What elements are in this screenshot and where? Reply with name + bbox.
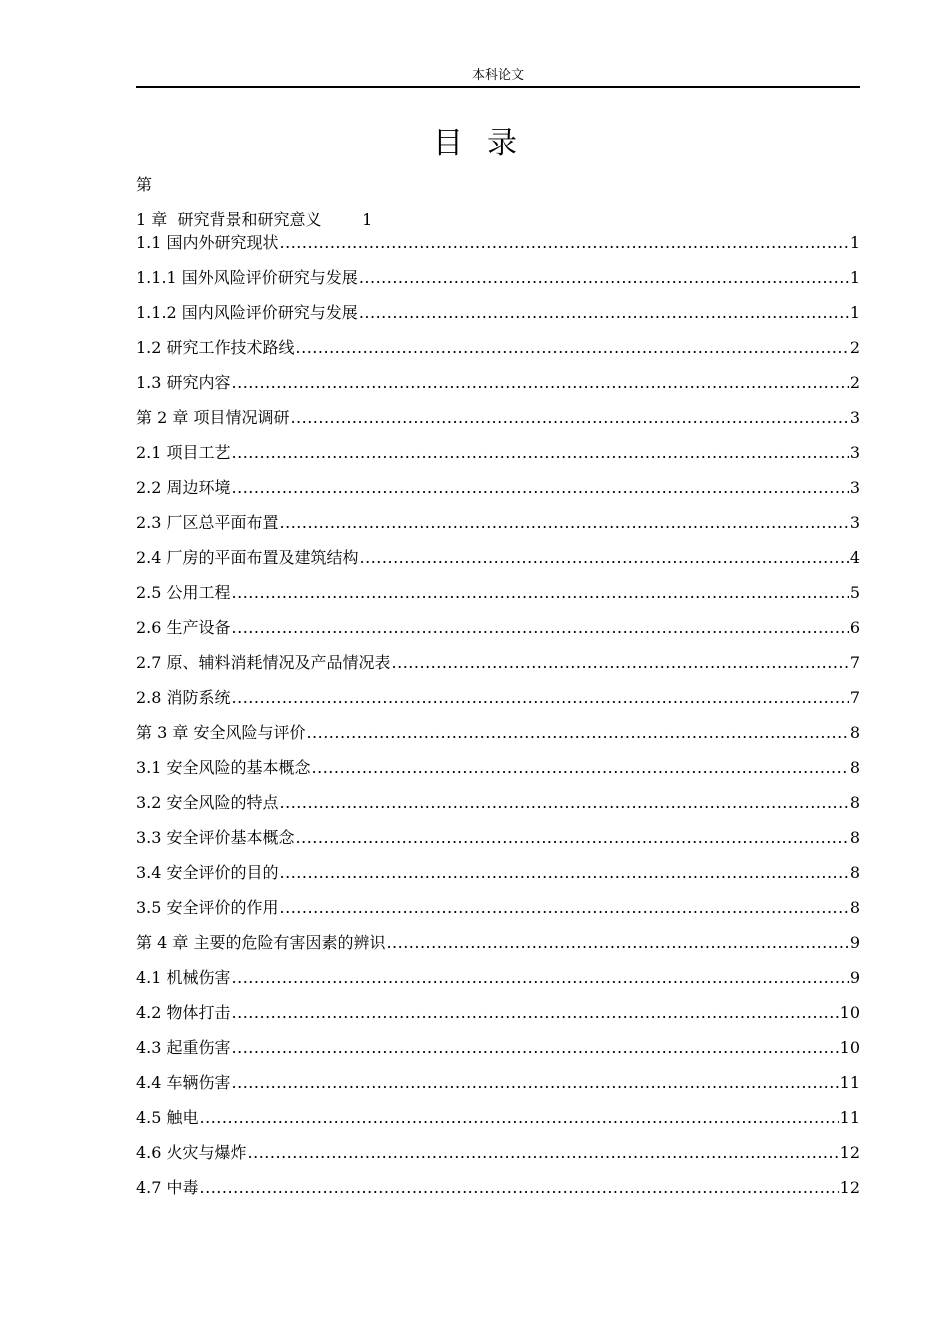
toc-entry[interactable] — [136, 861, 860, 896]
toc-entry-label: 3.2 安全风险的特点 — [136, 793, 279, 812]
toc-entry-label: 1.2 研究工作技术路线 — [136, 338, 295, 357]
toc-entry-page: 11 — [839, 1073, 860, 1092]
toc-entry-label: 第 3 章 安全风险与评价 — [136, 723, 306, 742]
toc-entry[interactable] — [136, 231, 860, 266]
toc-entry-label: 3.5 安全评价的作用 — [136, 898, 279, 917]
toc-leader-dots — [392, 651, 849, 675]
toc-entry-label: 4.1 机械伤害 — [136, 968, 231, 987]
toc-leader-dots — [232, 1071, 839, 1095]
toc-entry[interactable] — [136, 301, 860, 336]
toc-entry-page: 1 — [849, 268, 860, 287]
toc-entry-label: 第 2 章 项目情况调研 — [136, 408, 290, 427]
toc-entry-label: 2.2 周边环境 — [136, 478, 231, 497]
toc-entry-page: 8 — [849, 863, 860, 882]
toc-leader-dots — [386, 931, 848, 955]
toc-entry-page: 3 — [849, 443, 860, 462]
toc-entry[interactable] — [136, 1036, 860, 1071]
toc-entry[interactable] — [136, 1106, 860, 1141]
toc-entry-label: 4.3 起重伤害 — [136, 1038, 231, 1057]
toc-entry[interactable] — [136, 966, 860, 1001]
toc-leader-dots — [200, 1176, 839, 1200]
toc-entry[interactable] — [136, 406, 860, 441]
toc-leader-dots — [296, 826, 849, 850]
toc-leader-dots — [232, 1036, 839, 1060]
toc-entry[interactable] — [136, 896, 860, 931]
toc-title: 目录 — [433, 126, 541, 161]
toc-leader-dots — [232, 616, 849, 640]
toc-broken-label: 1 章 研究背景和研究意义 — [136, 210, 322, 229]
toc-entry[interactable] — [136, 791, 860, 826]
toc-leader-dots — [232, 371, 849, 395]
toc-entry-label: 4.5 触电 — [136, 1108, 199, 1127]
toc-broken-line[interactable] — [136, 208, 372, 232]
toc-leader-dots — [232, 581, 849, 605]
toc-entry-label: 1.1.1 国外风险评价研究与发展 — [136, 268, 358, 287]
toc-entry-page: 8 — [849, 898, 860, 917]
toc-entry[interactable] — [136, 721, 860, 756]
toc-entry[interactable] — [136, 371, 860, 406]
toc-entry-page: 12 — [839, 1143, 860, 1162]
toc-entry-label: 4.4 车辆伤害 — [136, 1073, 231, 1092]
toc-list — [136, 231, 860, 1211]
toc-entry[interactable] — [136, 476, 860, 511]
toc-entry-page: 2 — [849, 338, 860, 357]
toc-entry[interactable] — [136, 581, 860, 616]
toc-entry[interactable] — [136, 1001, 860, 1036]
toc-leader-dots — [232, 686, 849, 710]
toc-entry-page: 3 — [849, 478, 860, 497]
toc-entry[interactable] — [136, 266, 860, 301]
toc-entry-label: 2.8 消防系统 — [136, 688, 231, 707]
toc-entry-page: 3 — [849, 513, 860, 532]
toc-entry[interactable] — [136, 1176, 860, 1211]
toc-leader-dots — [232, 966, 849, 990]
toc-leader-dots — [359, 266, 849, 290]
toc-leader-dots — [280, 791, 849, 815]
toc-entry[interactable] — [136, 336, 860, 371]
toc-entry[interactable] — [136, 546, 860, 581]
toc-entry-page: 4 — [849, 548, 860, 567]
toc-leader-dots — [248, 1141, 839, 1165]
header-text: 本科论文 — [471, 68, 524, 83]
toc-entry-label: 3.4 安全评价的目的 — [136, 863, 279, 882]
toc-leader-dots — [232, 1001, 839, 1025]
toc-entry[interactable] — [136, 511, 860, 546]
toc-entry-page: 7 — [849, 653, 860, 672]
toc-entry[interactable] — [136, 441, 860, 476]
toc-entry-label: 4.2 物体打击 — [136, 1003, 231, 1022]
toc-leader-dots — [280, 231, 849, 255]
toc-entry-page: 8 — [849, 828, 860, 847]
toc-entry[interactable] — [136, 616, 860, 651]
toc-entry[interactable] — [136, 686, 860, 721]
toc-entry-label: 3.3 安全评价基本概念 — [136, 828, 295, 847]
toc-entry-label: 2.3 厂区总平面布置 — [136, 513, 279, 532]
toc-leader-dots — [232, 441, 849, 465]
toc-entry-label: 3.1 安全风险的基本概念 — [136, 758, 311, 777]
toc-entry[interactable] — [136, 826, 860, 861]
toc-entry-label: 4.7 中毒 — [136, 1178, 199, 1197]
page-header — [136, 66, 860, 88]
toc-entry-label: 4.6 火灾与爆炸 — [136, 1143, 247, 1162]
toc-entry-label: 2.1 项目工艺 — [136, 443, 231, 462]
toc-entry-page: 9 — [849, 933, 860, 952]
toc-entry-page: 8 — [849, 723, 860, 742]
toc-leader-dots — [360, 546, 849, 570]
toc-entry-page: 12 — [839, 1178, 860, 1197]
toc-pre-line: 第 — [136, 175, 153, 194]
toc-entry-label: 2.4 厂房的平面布置及建筑结构 — [136, 548, 359, 567]
toc-entry-page: 7 — [849, 688, 860, 707]
toc-entry-page: 10 — [839, 1038, 860, 1057]
toc-leader-dots — [280, 861, 849, 885]
toc-entry[interactable] — [136, 1141, 860, 1176]
toc-entry-label: 1.1 国内外研究现状 — [136, 233, 279, 252]
toc-leader-dots — [200, 1106, 839, 1130]
toc-entry-page: 6 — [849, 618, 860, 637]
toc-leader-dots — [312, 756, 849, 780]
toc-entry-label: 2.5 公用工程 — [136, 583, 231, 602]
toc-leader-dots — [280, 511, 849, 535]
toc-entry[interactable] — [136, 756, 860, 791]
toc-broken-page: 1 — [362, 210, 373, 229]
toc-entry-page: 10 — [839, 1003, 860, 1022]
toc-leader-dots — [290, 406, 848, 430]
toc-entry-page: 8 — [849, 793, 860, 812]
toc-entry-page: 5 — [849, 583, 860, 602]
toc-entry-page: 8 — [849, 758, 860, 777]
toc-leader-dots — [306, 721, 848, 745]
toc-entry[interactable] — [136, 651, 860, 686]
toc-entry-page: 1 — [849, 303, 860, 322]
toc-entry-label: 1.1.2 国内风险评价研究与发展 — [136, 303, 358, 322]
toc-entry-page: 1 — [849, 233, 860, 252]
toc-entry-label: 1.3 研究内容 — [136, 373, 231, 392]
toc-entry[interactable] — [136, 1071, 860, 1106]
toc-leader-dots — [232, 476, 849, 500]
toc-leader-dots — [359, 301, 849, 325]
toc-entry[interactable] — [136, 931, 860, 966]
toc-entry-page: 11 — [839, 1108, 860, 1127]
toc-leader-dots — [296, 336, 849, 360]
toc-entry-label: 2.7 原、辅料消耗情况及产品情况表 — [136, 653, 391, 672]
toc-leader-dots — [280, 896, 849, 920]
toc-entry-label: 第 4 章 主要的危险有害因素的辨识 — [136, 933, 386, 952]
toc-entry-page: 9 — [849, 968, 860, 987]
toc-entry-page: 2 — [849, 373, 860, 392]
toc-entry-page: 3 — [849, 408, 860, 427]
toc-entry-label: 2.6 生产设备 — [136, 618, 231, 637]
